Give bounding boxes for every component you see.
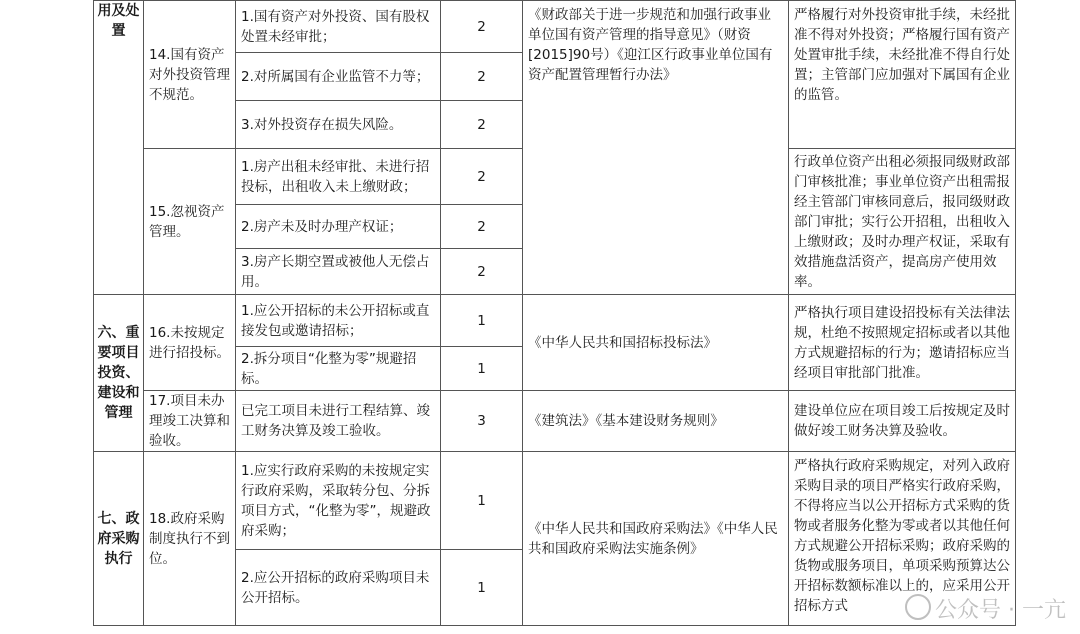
score-14-3: 2: [441, 101, 523, 149]
law-basis-18: 《中华人民共和国政府采购法》《中华人民共和国政府采购法实施条例》: [523, 452, 789, 626]
problem-17: 已完工项目未进行工程结算、竣工财务决算及竣工验收。: [236, 391, 441, 452]
score-15-1: 2: [441, 149, 523, 205]
item-14: 14.国有资产对外投资管理不规范。: [144, 1, 236, 149]
problem-16-1: 1.应公开招标的未公开招标或直接发包或邀请招标；: [236, 295, 441, 347]
problem-18-1: 1.应实行政府采购的未按规定实行政府采购，采取转分包、分拆项目方式，“化整为零”，规避政府采购；: [236, 452, 441, 550]
score-16-2: 1: [441, 347, 523, 391]
law-basis-14-15: 《财政部关于进一步规范和加强行政事业单位国有资产管理的指导意见》（财资[2015]90号）《迎江区行政事业单位国有资产配置管理暂行办法》: [523, 1, 789, 295]
audit-problem-table: [93, 0, 1016, 626]
category-6: 六、重要项目投资、建设和管理: [94, 295, 144, 452]
score-17: 3: [441, 391, 523, 452]
item-18: 18.政府采购制度执行不到位。: [144, 452, 236, 626]
watermark: [905, 593, 1066, 624]
suggestion-14: 严格履行对外投资审批手续，未经批准不得对外投资；严格履行国有资产处置审批手续，未经批准不得自行处置；主管部门应加强对下属国有企业的监管。: [789, 1, 1016, 149]
score-15-2: 2: [441, 205, 523, 249]
score-15-3: 2: [441, 249, 523, 295]
score-18-1: 1: [441, 452, 523, 550]
suggestion-18: 严格执行政府采购规定，对列入政府采购目录的项目严格实行政府采购，不得将应当以公开招标方式采购的货物或者服务化整为零或者以其他任何方式规避公开招标采购；政府采购的货物或服务项目，单项采购预算达公开招标数额标准以上的，应采用公开招标方式: [789, 452, 1016, 626]
score-14-2: 2: [441, 53, 523, 101]
problem-15-1: 1.房产出租未经审批、未进行招投标，出租收入未上缴财政；: [236, 149, 441, 205]
problem-16-2: 2.拆分项目“化整为零”规避招标。: [236, 347, 441, 391]
score-14-1: 2: [441, 1, 523, 53]
problem-15-3: 3.房产长期空置或被他人无偿占用。: [236, 249, 441, 295]
problem-14-1: 1.国有资产对外投资、国有股权处置未经审批；: [236, 1, 441, 53]
problem-15-2: 2.房产未及时办理产权证；: [236, 205, 441, 249]
watermark-text: 公众号 · 一亢: [935, 598, 1066, 623]
score-16-1: 1: [441, 295, 523, 347]
item-15: 15.忽视资产管理。: [144, 149, 236, 295]
category-7: 七、政府采购执行: [94, 452, 144, 626]
score-18-2: 1: [441, 550, 523, 626]
problem-14-3: 3.对外投资存在损失风险。: [236, 101, 441, 149]
item-16: 16.未按规定进行招投标。: [144, 295, 236, 391]
suggestion-15: 行政单位资产出租必须报同级财政部门审核批准；事业单位资产出租需报经主管部门审核同意后，报同级财政部门审批；实行公开招租，出租收入上缴财政；及时办理产权证，采取有效措施盘活资产，提高房产使用效率。: [789, 149, 1016, 295]
suggestion-17: 建设单位应在项目竣工后按规定及时做好竣工财务决算及验收。: [789, 391, 1016, 452]
problem-18-2: 2.应公开招标的政府采购项目未公开招标。: [236, 550, 441, 626]
suggestion-16: 严格执行项目建设招投标有关法律法规，杜绝不按照规定招标或者以其他方式规避招标的行为；邀请招标应当经项目审批部门批准。: [789, 295, 1016, 391]
law-basis-17: 《建筑法》《基本建设财务规则》: [523, 391, 789, 452]
wechat-logo-icon: [905, 594, 931, 620]
item-17: 17.项目未办理竣工决算和验收。: [144, 391, 236, 452]
problem-14-2: 2.对所属国有企业监管不力等；: [236, 53, 441, 101]
law-basis-16: 《中华人民共和国招标投标法》: [523, 295, 789, 391]
category-disposal: 用及处置: [94, 1, 144, 295]
